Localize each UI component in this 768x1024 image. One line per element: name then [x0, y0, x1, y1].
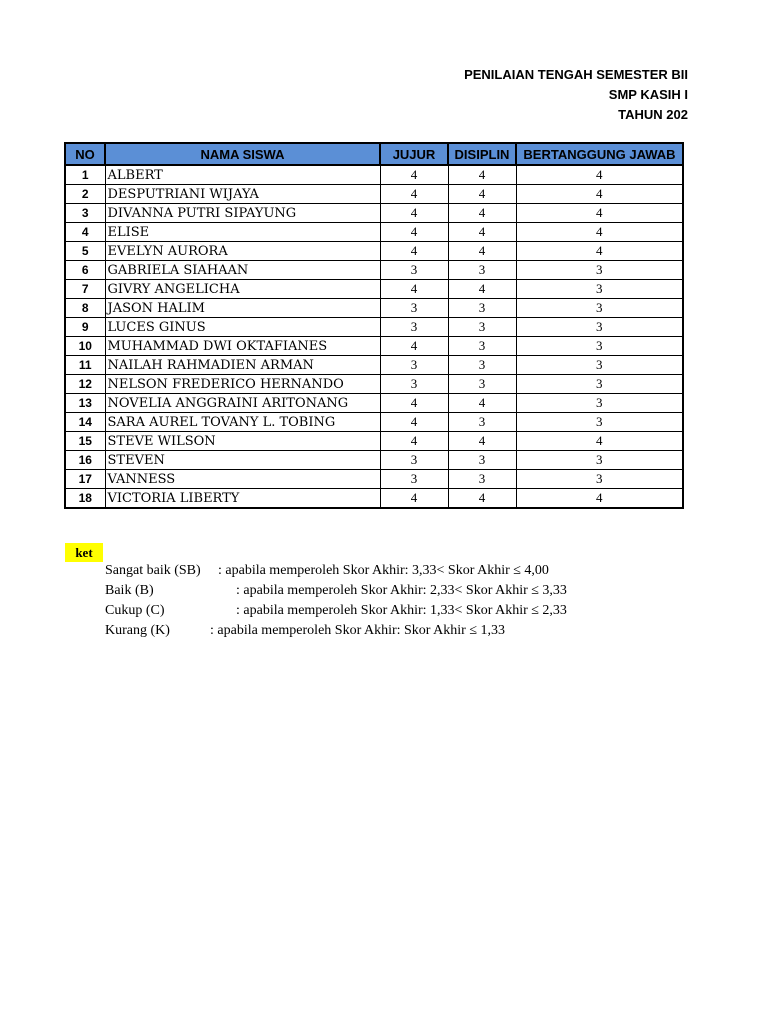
- row-number: 8: [65, 299, 105, 318]
- score-jujur: 3: [380, 470, 448, 489]
- student-name: NELSON FREDERICO HERNANDO: [105, 375, 380, 394]
- score-bertanggung-jawab: 4: [516, 489, 683, 509]
- student-name: GABRIELA SIAHAAN: [105, 261, 380, 280]
- score-bertanggung-jawab: 3: [516, 470, 683, 489]
- student-name: DESPUTRIANI WIJAYA: [105, 185, 380, 204]
- report-title-school: SMP KASIH I: [608, 87, 688, 102]
- score-jujur: 4: [380, 280, 448, 299]
- score-bertanggung-jawab: 4: [516, 432, 683, 451]
- table-row: [65, 165, 683, 185]
- score-jujur: 4: [380, 394, 448, 413]
- row-number: 12: [65, 375, 105, 394]
- student-name: VANNESS: [105, 470, 380, 489]
- row-number: 9: [65, 318, 105, 337]
- table-row: [65, 432, 683, 451]
- student-name: STEVEN: [105, 451, 380, 470]
- legend-item: [105, 563, 549, 579]
- legend-description: : apabila memperoleh Skor Akhir: 1,33< Skor Akhir ≤ 2,33: [236, 603, 567, 618]
- legend-label: ket: [65, 543, 103, 562]
- score-bertanggung-jawab: 3: [516, 394, 683, 413]
- table-row: [65, 451, 683, 470]
- student-name: LUCES GINUS: [105, 318, 380, 337]
- row-number: 18: [65, 489, 105, 509]
- score-disiplin: 3: [448, 375, 516, 394]
- score-disiplin: 4: [448, 242, 516, 261]
- row-number: 17: [65, 470, 105, 489]
- student-name: NAILAH RAHMADIEN ARMAN: [105, 356, 380, 375]
- score-disiplin: 4: [448, 280, 516, 299]
- score-bertanggung-jawab: 4: [516, 165, 683, 185]
- score-disiplin: 3: [448, 356, 516, 375]
- row-number: 4: [65, 223, 105, 242]
- legend-item: [105, 583, 567, 599]
- score-bertanggung-jawab: 3: [516, 375, 683, 394]
- score-bertanggung-jawab: 3: [516, 451, 683, 470]
- score-jujur: 3: [380, 318, 448, 337]
- student-name: ELISE: [105, 223, 380, 242]
- table-row: [65, 223, 683, 242]
- score-disiplin: 3: [448, 413, 516, 432]
- score-disiplin: 3: [448, 451, 516, 470]
- table-row: [65, 489, 683, 509]
- score-disiplin: 4: [448, 204, 516, 223]
- legend-term: Kurang (K): [105, 623, 170, 638]
- student-name: VICTORIA LIBERTY: [105, 489, 380, 509]
- score-disiplin: 4: [448, 185, 516, 204]
- legend-description: : apabila memperoleh Skor Akhir: 2,33< Skor Akhir ≤ 3,33: [236, 583, 567, 598]
- table-row: [65, 356, 683, 375]
- student-name: GIVRY ANGELICHA: [105, 280, 380, 299]
- score-bertanggung-jawab: 4: [516, 242, 683, 261]
- row-number: 2: [65, 185, 105, 204]
- column-header-disiplin: DISIPLIN: [448, 143, 516, 165]
- legend-item: [105, 623, 506, 639]
- column-header-jujur: JUJUR: [380, 143, 448, 165]
- score-disiplin: 3: [448, 299, 516, 318]
- row-number: 1: [65, 165, 105, 185]
- legend-term: Cukup (C): [105, 603, 165, 618]
- score-disiplin: 3: [448, 470, 516, 489]
- row-number: 15: [65, 432, 105, 451]
- score-disiplin: 3: [448, 261, 516, 280]
- table-row: [65, 413, 683, 432]
- table-row: [65, 185, 683, 204]
- score-bertanggung-jawab: 3: [516, 413, 683, 432]
- table-row: [65, 242, 683, 261]
- table-row: [65, 261, 683, 280]
- student-name: MUHAMMAD DWI OKTAFIANES: [105, 337, 380, 356]
- score-jujur: 3: [380, 261, 448, 280]
- score-disiplin: 4: [448, 223, 516, 242]
- score-jujur: 3: [380, 299, 448, 318]
- legend-term: Sangat baik (SB): [105, 563, 201, 578]
- score-bertanggung-jawab: 3: [516, 261, 683, 280]
- score-disiplin: 3: [448, 337, 516, 356]
- student-name: EVELYN AURORA: [105, 242, 380, 261]
- score-jujur: 4: [380, 413, 448, 432]
- student-name: ALBERT: [105, 165, 380, 185]
- row-number: 3: [65, 204, 105, 223]
- table-row: [65, 375, 683, 394]
- table-header-row: [65, 143, 683, 165]
- student-name: STEVE WILSON: [105, 432, 380, 451]
- row-number: 11: [65, 356, 105, 375]
- score-jujur: 4: [380, 165, 448, 185]
- table-row: [65, 280, 683, 299]
- score-bertanggung-jawab: 4: [516, 204, 683, 223]
- score-disiplin: 4: [448, 394, 516, 413]
- table-row: [65, 394, 683, 413]
- row-number: 13: [65, 394, 105, 413]
- student-name: SARA AUREL TOVANY L. TOBING: [105, 413, 380, 432]
- row-number: 7: [65, 280, 105, 299]
- row-number: 6: [65, 261, 105, 280]
- legend-description: : apabila memperoleh Skor Akhir: Skor Akhir ≤ 1,33: [210, 623, 506, 638]
- legend-description: : apabila memperoleh Skor Akhir: 3,33< Skor Akhir ≤ 4,00: [218, 563, 549, 578]
- score-disiplin: 3: [448, 318, 516, 337]
- score-disiplin: 4: [448, 165, 516, 185]
- table-row: [65, 299, 683, 318]
- column-header-bertanggung-jawab: BERTANGGUNG JAWAB: [516, 143, 683, 165]
- student-name: JASON HALIM: [105, 299, 380, 318]
- column-header-no: NO: [65, 143, 105, 165]
- score-disiplin: 4: [448, 489, 516, 509]
- row-number: 5: [65, 242, 105, 261]
- score-jujur: 4: [380, 185, 448, 204]
- score-jujur: 4: [380, 223, 448, 242]
- row-number: 10: [65, 337, 105, 356]
- report-title-line-1: PENILAIAN TENGAH SEMESTER BII: [464, 67, 688, 82]
- legend-term: Baik (B): [105, 583, 154, 598]
- score-jujur: 4: [380, 242, 448, 261]
- column-header-nama-siswa: NAMA SISWA: [105, 143, 380, 165]
- table-row: [65, 470, 683, 489]
- score-bertanggung-jawab: 3: [516, 318, 683, 337]
- student-name: NOVELIA ANGGRAINI ARITONANG: [105, 394, 380, 413]
- score-bertanggung-jawab: 3: [516, 299, 683, 318]
- score-jujur: 4: [380, 432, 448, 451]
- score-jujur: 4: [380, 337, 448, 356]
- score-bertanggung-jawab: 3: [516, 280, 683, 299]
- score-bertanggung-jawab: 3: [516, 356, 683, 375]
- score-jujur: 3: [380, 451, 448, 470]
- grades-table: [64, 142, 684, 509]
- report-title-year: TAHUN 202: [618, 107, 688, 122]
- score-bertanggung-jawab: 4: [516, 223, 683, 242]
- table-row: [65, 337, 683, 356]
- row-number: 14: [65, 413, 105, 432]
- score-jujur: 3: [380, 375, 448, 394]
- table-row: [65, 204, 683, 223]
- table-row: [65, 318, 683, 337]
- row-number: 16: [65, 451, 105, 470]
- legend-item: [105, 603, 567, 619]
- student-name: DIVANNA PUTRI SIPAYUNG: [105, 204, 380, 223]
- score-jujur: 4: [380, 204, 448, 223]
- score-bertanggung-jawab: 3: [516, 337, 683, 356]
- score-jujur: 3: [380, 356, 448, 375]
- score-bertanggung-jawab: 4: [516, 185, 683, 204]
- score-disiplin: 4: [448, 432, 516, 451]
- score-jujur: 4: [380, 489, 448, 509]
